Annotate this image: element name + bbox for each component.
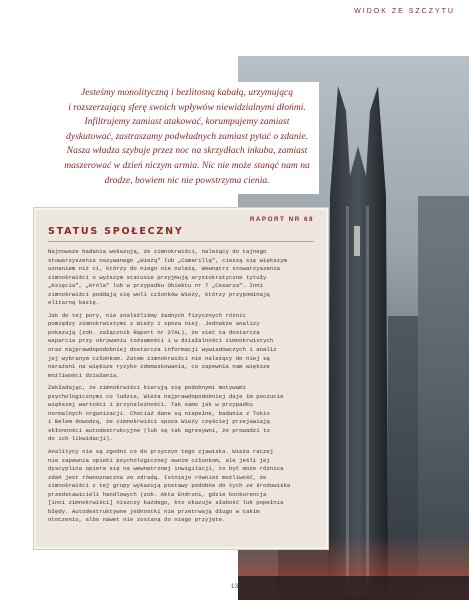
sidebar-body-line: Zakładając, że zimnokrwiści kierują się podobnymi motywami [48, 384, 246, 392]
quote-line: dyskutować, zastraszamy podwładnych zamiast pytać o zdanie. [66, 130, 308, 142]
sidebar-body [48, 248, 314, 525]
sidebar-body-line: błędy. Autodestruktywne jednostki nie przetrwają długo w takim [48, 507, 260, 515]
quote-line: Nasza władza szybuje przez noc na skrzydłach inkuba, zamiast [66, 145, 308, 157]
sidebar-body-line: możliwości działania. [48, 371, 120, 379]
sidebar-body-line: Jak do tej pory, nie znaleźliśmy żadnych fizycznych różnic [48, 311, 246, 319]
sidebar-body-line: większej wartości i przynależności. Tak samo jak w przypadku [48, 401, 253, 409]
quote-line: Jesteśmy monolityczną i bezlitosną kabałą, urzymującą [80, 87, 294, 98]
sidebar-body-line: [inni zimnokrwiści] niszczy każdego, kto okazuje słabość lub popełnia [48, 499, 284, 507]
quote-line: maszerować w dzień niczym armia. Nic nie może stanąć nam na [64, 159, 310, 171]
page-number: 13 [230, 583, 239, 590]
sidebar-body-line: „Księcia”, „Króla” lub w przypadku Obiektu nr 7 „Cesarza”. Inni [48, 282, 264, 290]
quote-line: drodze, bowiem nic nie powstrzyma cienia. [104, 174, 270, 186]
report-number: RAPORT NR 68 [249, 216, 314, 223]
sidebar-body-line: zimnokrwiści o wyższym statusie przyjmują arystokratyczne tytuły [48, 273, 267, 281]
running-head: WIDOK ZE SZCZYTU [354, 8, 455, 15]
sidebar-body-line: jej wybranym członkom. Zatem zimnokrwiści nie należący do niej są [48, 354, 270, 362]
sidebar-body-line: skłonności autodestrukcyjne (lub są tak agresywni, że prowadzi to [48, 426, 270, 434]
sidebar-body-line: elitarną kastę. [48, 299, 100, 307]
sidebar-body-line: zimnokrwiści z tej grupy wykazują postawy podobne do tych ze środowiska [48, 482, 291, 490]
quote-line: i rozszerzającą sferę swoich wpływów niewidzialnymi dłońmi. [68, 101, 306, 113]
sidebar-body-line: wsparcia przy ukrywaniu tożsamości i w działalności zimnokrwistych [48, 337, 274, 345]
sidebar-title: STATUS SPOŁECZNY [48, 226, 184, 237]
sidebar-body-line: do ich likwidacji). [48, 435, 113, 443]
sidebar-body-line: Analitycy nie są zgodni co do przyczyn tego zjawiska. Wieża raczej [48, 448, 274, 456]
sidebar-body-line: otoczeniu, albo nawet nie zostaną do niego przyjęte. [48, 516, 226, 524]
quote-line: Infiltrujemy zamiast atakować, korumpujemy zamiast [84, 116, 290, 128]
sidebar-header [48, 214, 314, 240]
epigraph-quote [55, 82, 319, 194]
sidebar-body-line: uznaniem niż ci, którzy do niego nie należą. Wewnątrz stowarzyszenia [48, 265, 281, 273]
sidebar-divider [48, 241, 314, 242]
sidebar-body-line: normalnych organizacji. Chociaż dane są niepełne, badania z Tokio [48, 409, 270, 417]
sidebar-body-line: psychologicznymi co ludzie, Wieża najprawdopodobniej daje im poczucie [48, 392, 284, 400]
sidebar-body-line: i Belem dowodzą, że zimnokrwiści spoza Wieży częściej przejawiają [48, 418, 270, 426]
sidebar-body-line: pokazują (zob. załącznik Raport nr 27AL), że sieć ta dostarcza [48, 328, 260, 336]
sidebar-body-line: Najnowsze badania wskazują, że zimnokrwiści, należący do tajnego [48, 248, 267, 255]
sidebar-body-line: pomiędzy zimnokrwistymi z Wieży i spoza niej. Jednakże analizy [48, 320, 260, 328]
sidebar-body-line: stowarzyszenia nazywanego „Wieżą” lub „Camarillą”, cieszą się większym [48, 256, 287, 264]
sidebar-body-line: przedstawicieli handlowych (zob. Akta Endroni, gdzie konkurencja [48, 490, 267, 498]
sidebar-body-line: narażeni na większe ryzyko zdemaskowania, co zapewnia nam większe [48, 363, 270, 371]
sidebar-body-line: zimnokrwiści poddają się woli członków Wieży, którzy przypominają [48, 290, 270, 298]
sidebar-body-line: nie zapewnia opieki psychologicznej swoim członkom, ale jeśli jej [48, 456, 270, 464]
sidebar-body-line: dyscyplina opiera się na wewnętrznej inwigilacji, to być może różnica [48, 465, 284, 473]
sidebar-body-line: oraz najprawdopodobniej dostarcza informacji wywiadowczych i analiz [48, 346, 277, 354]
report-sidebar [33, 207, 329, 550]
sidebar-body-line: zdań jest równoznaczna ze zdradą. Istnieje również możliwość, że [48, 473, 267, 481]
